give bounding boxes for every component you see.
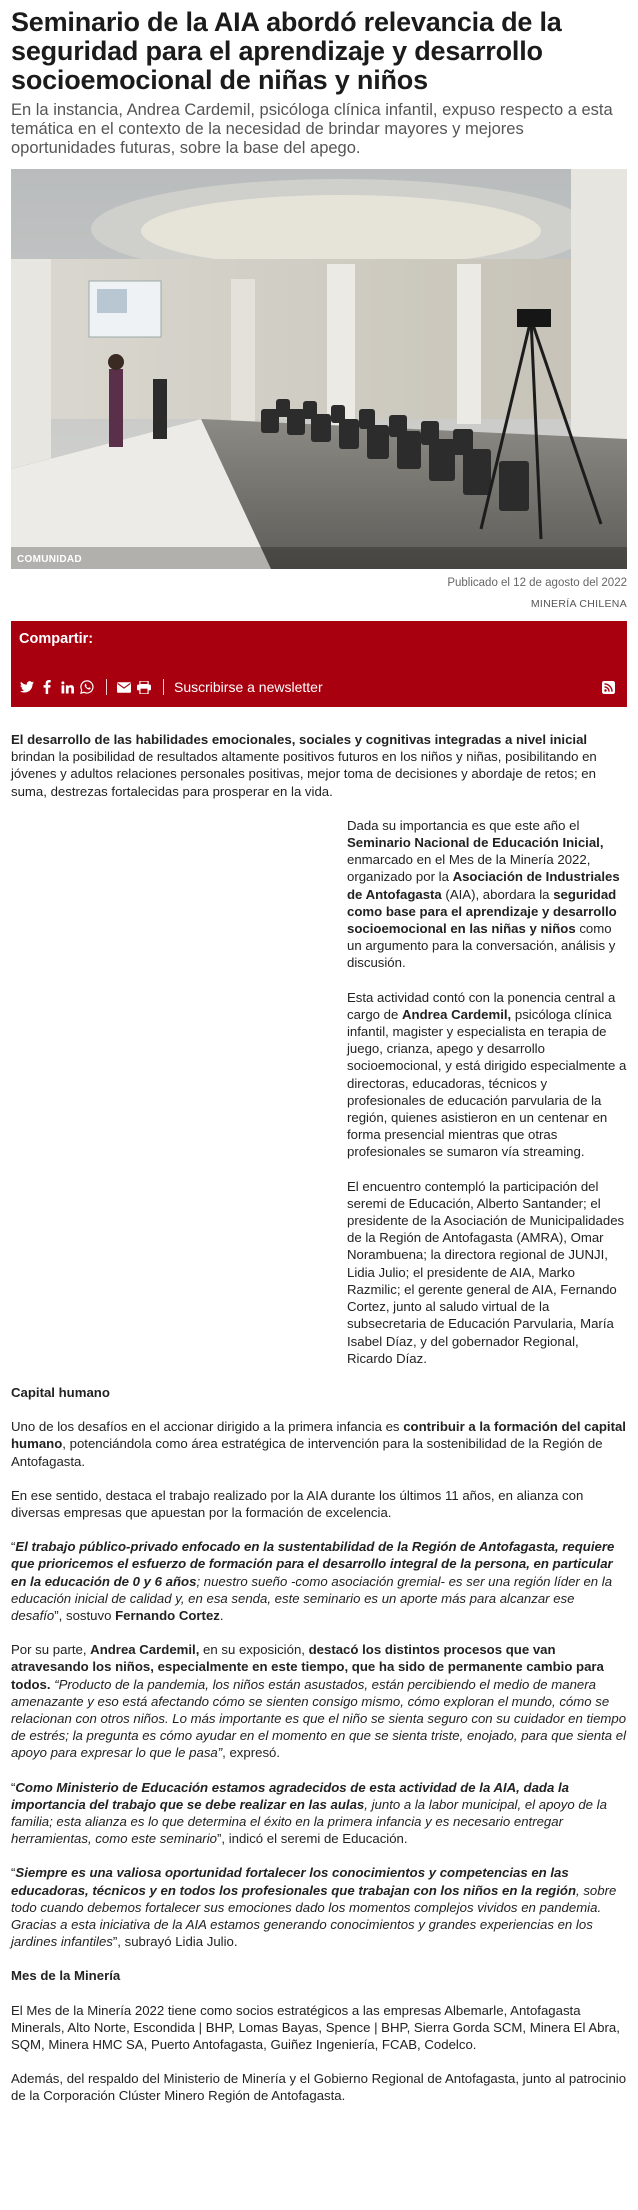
ad-space [11, 817, 343, 1097]
linkedin-icon[interactable] [58, 678, 76, 696]
right-column [347, 817, 627, 1161]
print-icon[interactable] [135, 678, 153, 696]
paragraph: El Mes de la Minería 2022 tiene como socios estratégicos a las empresas Albemarle, Antofagasta Minerals, Alto Norte, Escondida | BHP, Lomas Bayas, Spence | BHP, Sierra Gorda SCM, Minera El Abra, SQM, Minera HMC SA, Puerto Antofagasta, Guiñez Ingeniería, FCAB, Codelco. [11, 2002, 620, 2052]
quote-paragraph: “Como Ministerio de Educación estamos agradecidos de esta actividad de la AIA, dada la importancia del trabajo que se debe realizar en las aulas, junto a la labor municipal, el apoyo de la familia; esta alianza es lo que determina el éxito en la primera infancia y es necesario entregar herramientas, como este seminario”, indicó el seremi de Educación. [11, 1779, 607, 1847]
email-icon[interactable] [115, 678, 133, 696]
whatsapp-icon[interactable] [78, 678, 96, 696]
share-divider [106, 679, 107, 695]
article-body [11, 731, 627, 2105]
paragraph: Esta actividad contó con la ponencia central a cargo de Andrea Cardemil, psicóloga clínica infantil, magister y especialista en terapia de juego, crianza, apego y desarrollo socioemocional, y está dirigido especialmente a directoras, educadoras, técnicos y profesionales de educación parvularia de la región, quienes asistieron en un centenar en forma presencial mientras que otras profesionales se sumaron vía streaming. [347, 989, 627, 1160]
paragraph: En ese sentido, destaca el trabajo realizado por la AIA durante los últimos 11 años, en alianza con diversas empresas que apuestan por la formación de excelencia. [11, 1487, 584, 1520]
subscribe-newsletter-link[interactable]: Suscribirse a newsletter [174, 679, 323, 695]
rss-icon[interactable] [599, 678, 617, 696]
article-lead: En la instancia, Andrea Cardemil, psicóloga clínica infantil, expuso respecto a esta temática en el contexto de la necesidad de brindar mayores y mejores oportunidades futuras, sobre la base del apego. [11, 101, 613, 157]
seminar-photo [11, 169, 627, 569]
article-title: Seminario de la AIA abordó relevancia de la seguridad para el aprendizaje y desarrollo socioemocional de niñas y niños [11, 7, 562, 95]
paragraph: El desarrollo de las habilidades emocionales, sociales y cognitivas integradas a nivel inicial brindan la posibilidad de resultados altamente positivos futuros en los niños y niñas, posibilitando en jóvenes y adultos relaciones personales positivas, mejor toma de decisiones y abordaje de retos; en suma, destrezas fortalecidas para prosperar en la vida. [11, 732, 597, 799]
publish-date: Publicado el 12 de agosto del 2022 [447, 577, 627, 589]
facebook-icon[interactable] [38, 678, 56, 696]
paragraph: Uno de los desafíos en el accionar dirigido a la primera infancia es contribuir a la formación del capital humano, potenciándola como área estratégica de intervención para la sostenibilidad de la Región de Antofagasta. [11, 1419, 626, 1469]
section-heading: Capital humano [11, 1384, 110, 1400]
quote-paragraph: “El trabajo público-privado enfocado en la sustentabilidad de la Región de Antofagasta, requiere que prioricemos el esfuerzo de formación para el desarrollo integral de la persona, en particular en la educación de 0 y 6 años; nuestro sueño -como asociación gremial- es ser una región líder en la educación inicial de calidad y, en esa senda, este seminario es un aporte más para alcanzar ese desafío”, sostuvo Fernando Cortez. [11, 1539, 615, 1623]
twitter-icon[interactable] [18, 678, 36, 696]
share-actions [18, 676, 619, 698]
source-label: MINERÍA CHILENA [530, 598, 627, 610]
share-bar [11, 621, 627, 707]
section-heading: Mes de la Minería [11, 1968, 121, 1984]
paragraph: El encuentro contempló la participación del seremi de Educación, Alberto Santander; el presidente de la Asociación de Municipalidades de la Región de Antofagasta (AMRA), Omar Norambuena; la directora regional de JUNJI, Lidia Julio; el presidente de AIA, Marko Razmilic; el gerente general de AIA, Fernando Cortez, junto al saludo virtual de la subsecretaria de Educación Parvularia, María Isabel Díaz, y del gobernador Regional, Ricardo Díaz. [347, 1178, 625, 1366]
quote-paragraph: Por su parte, Andrea Cardemil, en su exposición, destacó los distintos procesos que van atravesando los niños, especialmente en este tiempo, que ha sido de permanente cambio para todos. “Producto de la pandemia, los niños están asustados, están percibiendo el medio de manera amenazante y eso está afectando cómo se sienten consigo mismo, cómo exploran el mundo, cómo se relacionan con otros niños. Lo más importante es que el niño se sienta seguro con su cuidador en tiempo de estrés; la pregunta es cómo ayudar en el momento en que se sienta triste, enojado, para que sienta el apoyo para expresar lo que le pasa”, expresó. [11, 1642, 627, 1761]
quote-paragraph: “Siempre es una valiosa oportunidad fortalecer los conocimientos y competencias en las educadoras, técnicos y en todos los profesionales que trabajan con los niños en la región, sobre todo cuando debemos fortalecer sus emociones dado los momentos complejos vividos en pandemia. Gracias a esta iniciativa de la AIA estamos generando conocimientos y grandes experiencias en los jardines infantiles”, subrayó Lidia Julio. [11, 1865, 617, 1950]
paragraph: Además, del respaldo del Ministerio de Minería y el Gobierno Regional de Antofagasta, junto al patrocinio de la Corporación Clúster Minero Región de Antofagasta. [11, 2071, 627, 2104]
hero-image [11, 169, 627, 569]
share-title: Compartir: [19, 631, 94, 647]
category-tag[interactable]: COMUNIDAD [17, 554, 82, 565]
paragraph: Dada su importancia es que este año el Seminario Nacional de Educación Inicial, enmarcado en el Mes de la Minería 2022, organizado por la Asociación de Industriales de Antofagasta (AIA), abordara la seguridad como base para el aprendizaje y desarrollo socioemocional en las niñas y niños como un argumento para la conversación, análisis y discusión. [347, 817, 620, 971]
share-divider [163, 679, 164, 695]
article [0, 8, 638, 2105]
